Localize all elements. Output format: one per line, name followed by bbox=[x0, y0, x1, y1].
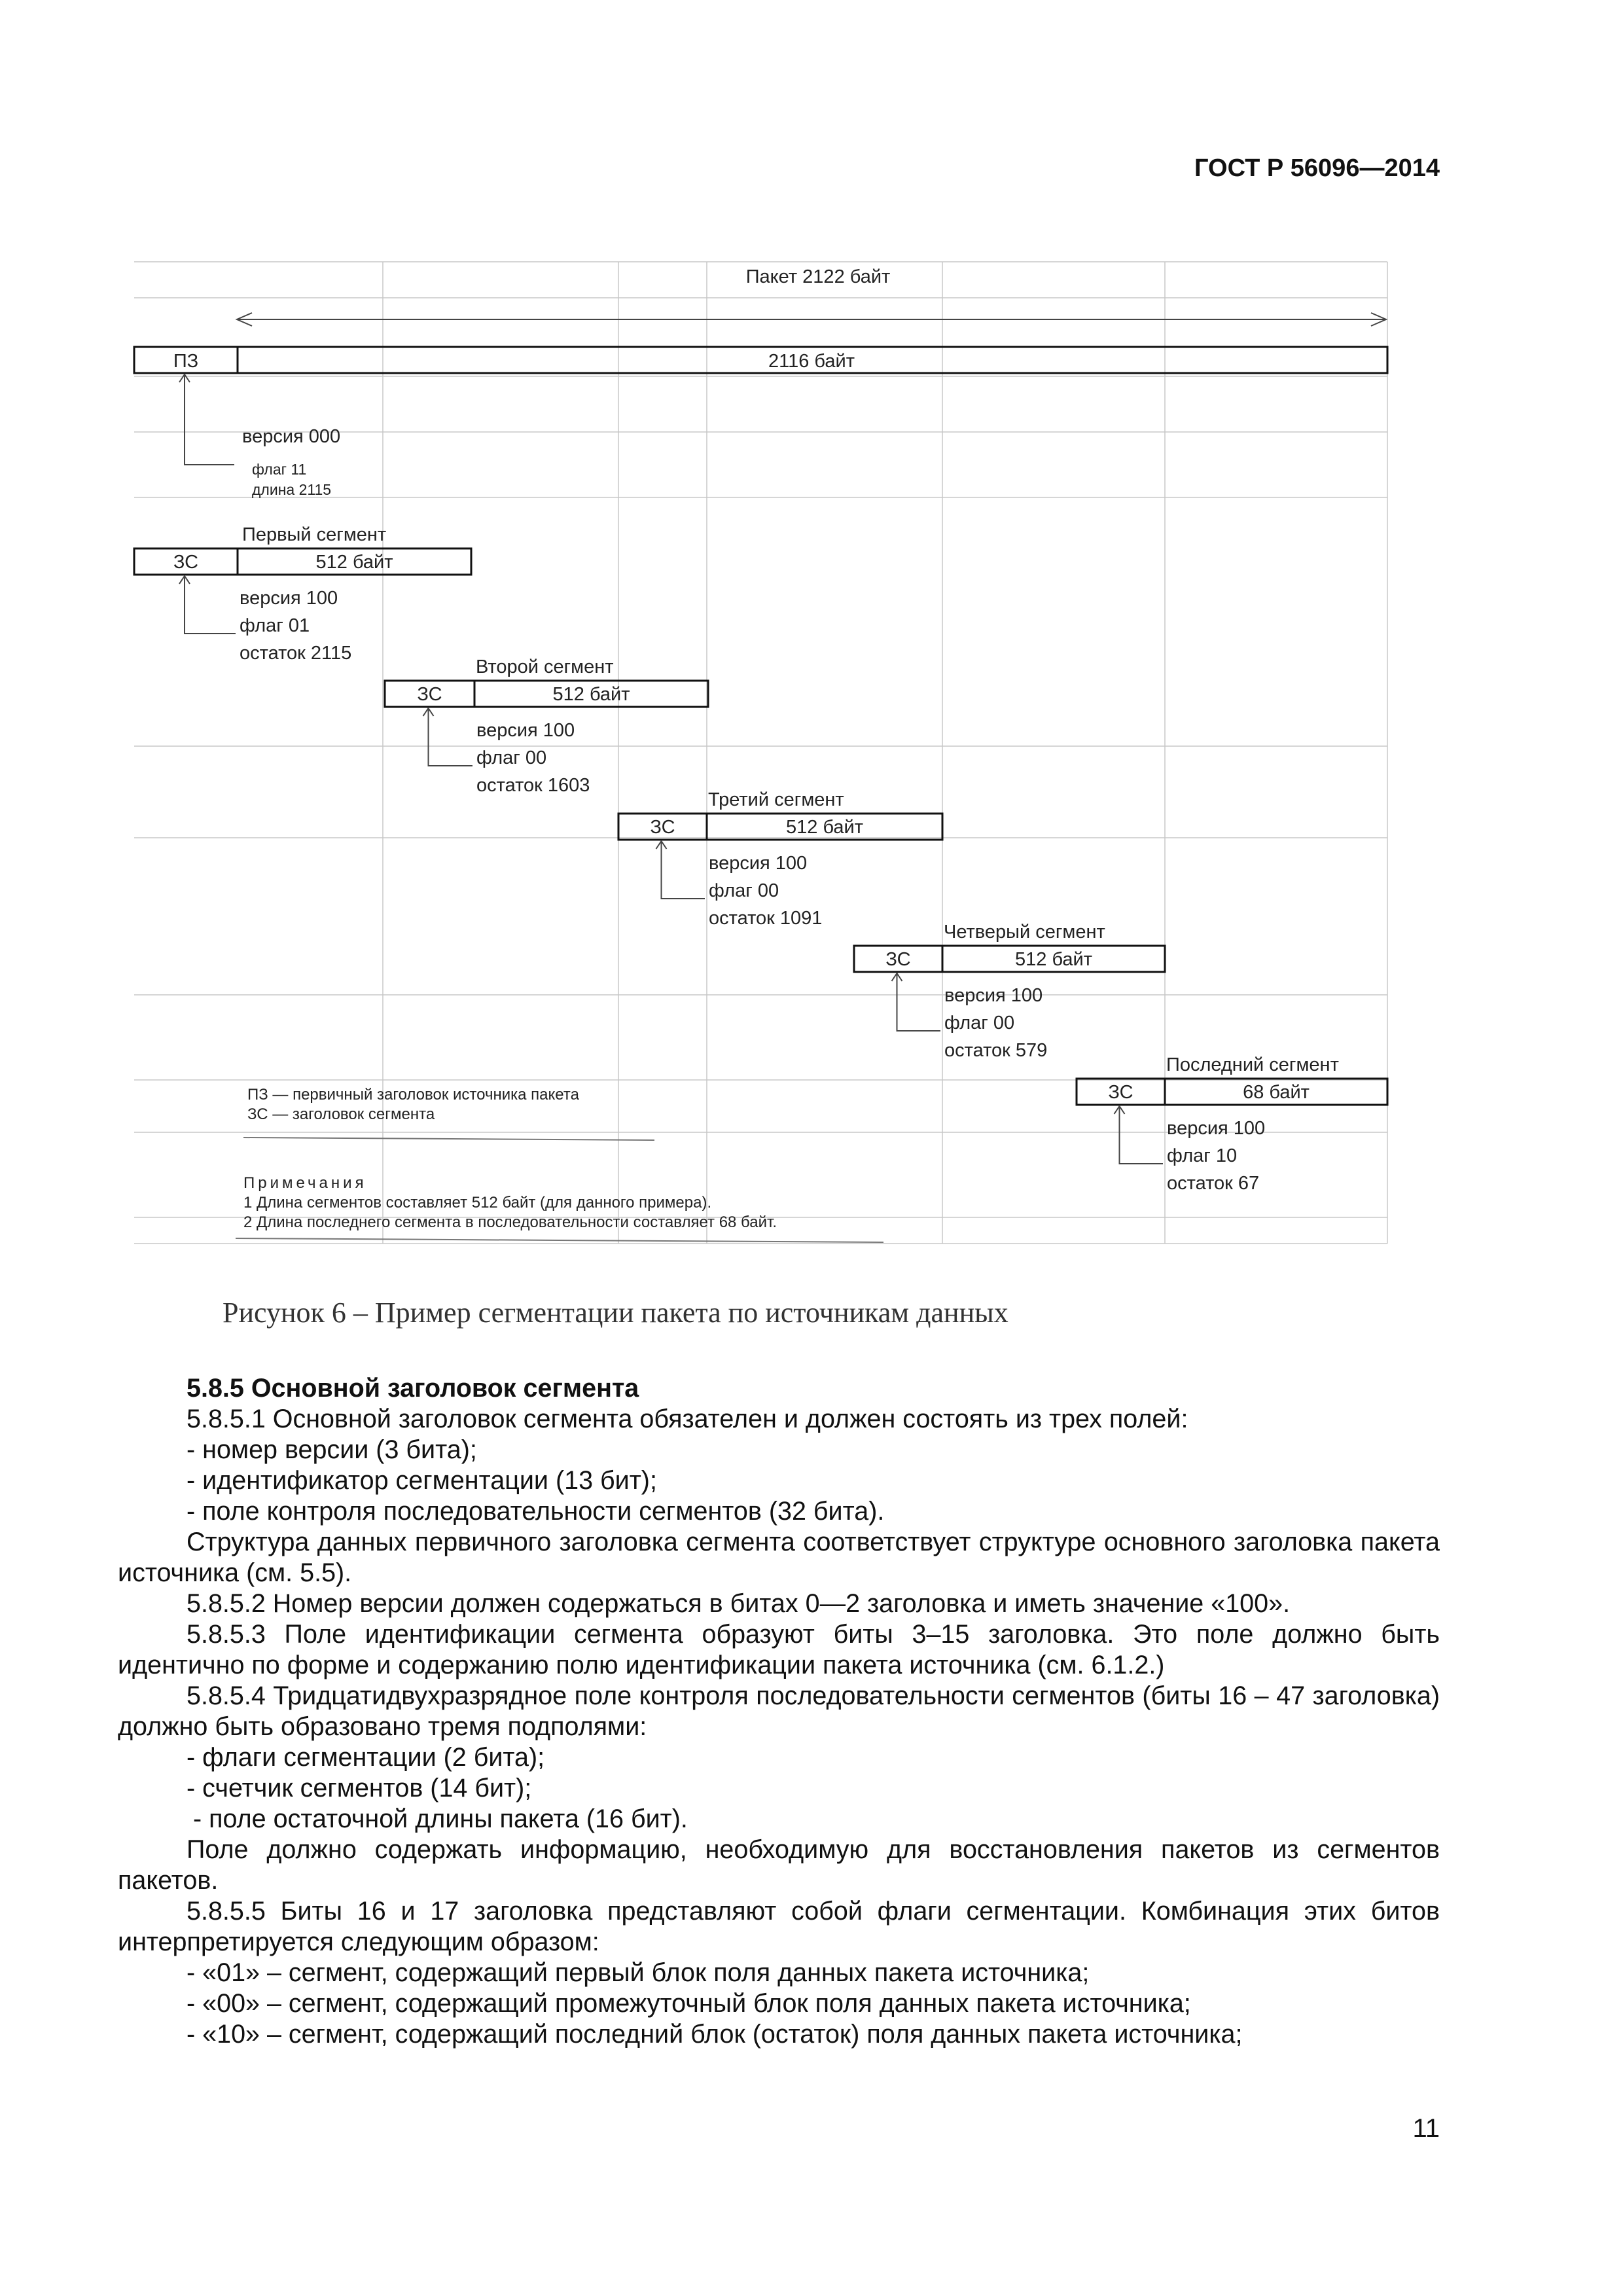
segment-header-label: ЗС bbox=[417, 684, 442, 705]
segment-3 bbox=[618, 789, 942, 929]
segment-connector bbox=[892, 973, 941, 1031]
segment-size: 512 байт bbox=[1015, 949, 1092, 970]
segment-title: Первый сегмент bbox=[242, 524, 387, 545]
segment-info-line: флаг 00 bbox=[709, 880, 779, 901]
segment-info-line: флаг 01 bbox=[240, 615, 310, 636]
segment-title: Последний сегмент bbox=[1166, 1054, 1339, 1075]
segment-header-label: ЗС bbox=[173, 552, 199, 573]
page-number: 11 bbox=[1412, 2114, 1440, 2143]
segment-title: Третий сегмент bbox=[708, 789, 844, 810]
section-heading: 5.8.5 Основной заголовок сегмента bbox=[187, 1374, 639, 1403]
paragraph: 5.8.5.4 Тридцатидвухразрядное поле контроля последовательности сегментов (биты 16 – 47 заголовка) должно быть образовано тремя подполями: bbox=[118, 1681, 1440, 1741]
list-item: - поле контроля последовательности сегментов (32 бита). bbox=[187, 1497, 885, 1526]
list-item: - флаги сегментации (2 бита); bbox=[187, 1743, 545, 1772]
segment-title: Четверый сегмент bbox=[944, 922, 1105, 942]
segment-connector bbox=[423, 708, 473, 766]
segment-header-label: ЗС bbox=[650, 817, 675, 838]
segment-header-label: ЗС bbox=[885, 949, 911, 970]
note-2: 2 Длина последнего сегмента в последовательности составляет 68 байт. bbox=[243, 1213, 777, 1231]
segment-connector bbox=[179, 576, 236, 634]
segment-info-line: флаг 10 bbox=[1167, 1145, 1238, 1166]
segment-info-line: версия 100 bbox=[709, 853, 808, 874]
pz-flag: флаг 11 bbox=[252, 461, 307, 478]
list-item: - идентификатор сегментации (13 бит); bbox=[187, 1466, 657, 1495]
segment-info-line: флаг 00 bbox=[476, 747, 547, 768]
segment-size: 512 байт bbox=[315, 552, 393, 573]
legend-zs: ЗС — заголовок сегмента bbox=[247, 1105, 435, 1123]
paragraph: 5.8.5.5 Биты 16 и 17 заголовка представляют собой флаги сегментации. Комбинация этих битов интерпретируется следующим образом: bbox=[118, 1897, 1440, 1956]
pz-data-size: 2116 байт bbox=[768, 351, 855, 372]
list-item: - «00» – сегмент, содержащий промежуточный блок поля данных пакета источника; bbox=[187, 1989, 1191, 2018]
document-id: ГОСТ Р 56096—2014 bbox=[1194, 154, 1440, 182]
segment-info-line: остаток 1091 bbox=[709, 908, 823, 929]
segment-info-line: остаток 67 bbox=[1167, 1173, 1260, 1194]
segment-2 bbox=[385, 656, 708, 796]
segment-info-line: остаток 1603 bbox=[476, 775, 590, 796]
segment-title: Второй сегмент bbox=[476, 656, 614, 677]
segment-4 bbox=[854, 922, 1165, 1061]
paragraph: Поле должно содержать информацию, необходимую для восстановления пакетов из сегментов пакетов. bbox=[118, 1835, 1440, 1895]
legend-pz: ПЗ — первичный заголовок источника пакета bbox=[247, 1086, 579, 1103]
packet-label: Пакет 2122 байт bbox=[745, 266, 891, 287]
list-item: - «01» – сегмент, содержащий первый блок поля данных пакета источника; bbox=[187, 1958, 1090, 1987]
double-arrow-icon bbox=[237, 313, 1386, 326]
segment-info-line: остаток 579 bbox=[944, 1040, 1048, 1061]
paragraph: 5.8.5.3 Поле идентификации сегмента образуют биты 3–15 заголовка. Это поле должно быть идентично по форме и содержанию полю идентификации пакета источника (см. 6.1.2.) bbox=[118, 1620, 1440, 1679]
paragraph: 5.8.5.1 Основной заголовок сегмента обязателен и должен состоять из трех полей: bbox=[187, 1405, 1188, 1433]
segment-info-line: версия 100 bbox=[476, 720, 575, 741]
segment-1 bbox=[134, 524, 471, 664]
pz-label: ПЗ bbox=[173, 351, 199, 372]
segment-info-line: остаток 2115 bbox=[240, 643, 352, 664]
pz-connector bbox=[179, 374, 234, 465]
figure-caption: Рисунок 6 – Пример сегментации пакета по источникам данных bbox=[223, 1297, 1008, 1329]
segment-5 bbox=[1077, 1054, 1387, 1194]
segment-info-line: флаг 00 bbox=[944, 1013, 1015, 1033]
paragraph: Структура данных первичного заголовка сегмента соответствует структуре основного заголовка пакета источника (см. 5.5). bbox=[118, 1528, 1440, 1587]
segment-info-line: версия 100 bbox=[1167, 1118, 1266, 1139]
note-1: 1 Длина сегментов составляет 512 байт (для данного примера). bbox=[243, 1194, 712, 1211]
section-text bbox=[118, 1373, 1440, 2050]
segment-connector bbox=[656, 841, 705, 899]
segment-info-line: версия 100 bbox=[944, 985, 1043, 1006]
segment-size: 512 байт bbox=[786, 817, 863, 838]
segment-size: 512 байт bbox=[552, 684, 630, 705]
list-item: - счетчик сегментов (14 бит); bbox=[187, 1774, 532, 1803]
pz-version: версия 000 bbox=[242, 426, 341, 447]
segment-connector bbox=[1115, 1106, 1164, 1164]
segment-header-label: ЗС bbox=[1108, 1082, 1133, 1103]
list-item: - номер версии (3 бита); bbox=[187, 1435, 477, 1464]
list-item: - поле остаточной длины пакета (16 бит). bbox=[193, 1804, 688, 1833]
segment-info-line: версия 100 bbox=[240, 588, 338, 609]
segment-size: 68 байт bbox=[1243, 1082, 1310, 1103]
notes-underline bbox=[236, 1238, 883, 1242]
paragraph: 5.8.5.2 Номер версии должен содержаться в битах 0—2 заголовка и иметь значение «100». bbox=[187, 1589, 1291, 1618]
pz-length: длина 2115 bbox=[252, 481, 332, 498]
notes-title: Примечания bbox=[243, 1174, 367, 1192]
legend-underline bbox=[243, 1138, 654, 1140]
list-item: - «10» – сегмент, содержащий последний блок (остаток) поля данных пакета источника; bbox=[187, 2020, 1243, 2049]
